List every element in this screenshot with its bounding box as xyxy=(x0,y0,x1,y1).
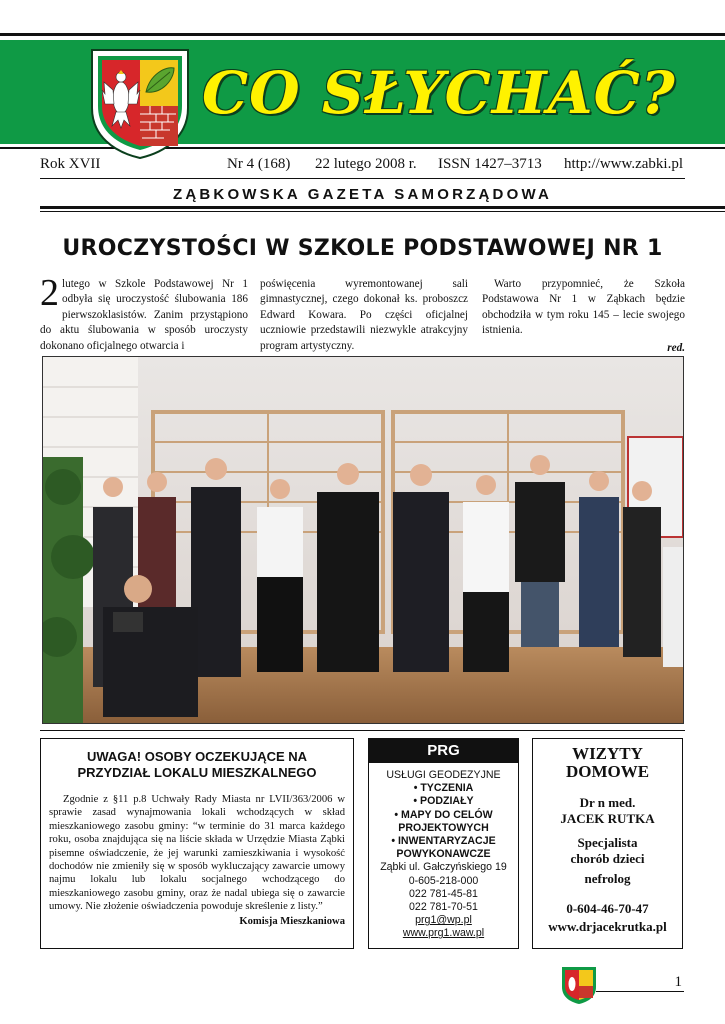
prg-intro: USŁUGI GEODEZYJNE xyxy=(386,769,501,781)
notice-signature: Komisja Mieszkaniowa xyxy=(239,915,345,927)
prg-advert-box xyxy=(368,738,519,949)
doctor-advert-box xyxy=(532,738,683,949)
prg-service: • INWENTARYZACJE xyxy=(391,835,496,848)
prg-service: • MAPY DO CELÓW xyxy=(394,808,493,821)
issue-date: 22 lutego 2008 r. xyxy=(315,156,417,172)
notice-title-line: UWAGA! OSOBY OCZEKUJĄCE NA xyxy=(86,749,308,764)
prg-email-link[interactable]: prg1@wp.pl xyxy=(415,914,472,927)
prg-service: PROJEKTOWYCH xyxy=(398,821,489,834)
article-column-2 xyxy=(260,277,468,354)
prg-phone: 022 781-70-51 xyxy=(409,901,478,914)
footer-crest-icon xyxy=(560,965,598,1005)
doctor-title-line: DOMOWE xyxy=(565,762,650,781)
doctor-specialty-line: Specjalista xyxy=(577,835,638,850)
issue-number: Nr 4 (168) xyxy=(227,156,291,172)
drop-cap: 2 xyxy=(40,272,59,314)
masthead-top-rule xyxy=(0,33,725,36)
doctor-title-line: WIZYTY xyxy=(572,744,643,763)
masthead-subtitle: ZĄBKOWSKA GAZETA SAMORZĄDOWA xyxy=(172,186,553,203)
article-text: Warto przypomnieć, że Szkoła Podstawowa Nr 1 w Ząbkach będzie obchodziła w tym roku 145 – lecie swojego istnienia. xyxy=(482,278,685,337)
year-label: Rok XVII xyxy=(40,156,101,172)
coat-of-arms-logo xyxy=(88,46,192,161)
website-link[interactable]: http://www.zabki.pl xyxy=(564,156,684,172)
page-number: 1 xyxy=(674,974,682,990)
article-text: poświęcenia wyremontowanej sali gimnastycznej, czego dokonał ks. proboszcz Edward Kowara. Po części oficjalnej uczniowie przedstawili niezwykle atrakcyjny program artystyczny. xyxy=(260,278,468,352)
divider xyxy=(40,211,725,212)
prg-phone: 0-605-218-000 xyxy=(408,874,479,887)
doctor-title xyxy=(533,745,682,781)
doctor-specialty xyxy=(533,835,682,887)
article-text: lutego w Szkole Podstawowej Nr 1 odbyła się uroczystość ślubowania 186 pierwszoklasistów. Zanim przystąpiono do aktu ślubowania w sposób uroczysty dokonano oficjalnego otwarcia i xyxy=(40,278,248,352)
divider xyxy=(40,730,685,731)
doctor-website-link[interactable]: www.drjacekrutka.pl xyxy=(548,919,667,934)
article-headline: UROCZYSTOŚCI W SZKOLE PODSTAWOWEJ NR 1 xyxy=(62,236,663,261)
doctor-name-line: Dr n med. xyxy=(579,795,636,810)
prg-website-link[interactable]: www.prg1.waw.pl xyxy=(402,927,485,940)
issn: ISSN 1427–3713 xyxy=(438,156,542,172)
doctor-name xyxy=(533,795,682,827)
prg-address: Ząbki ul. Gałczyńskiego 19 xyxy=(380,861,507,874)
doctor-name-line: JACEK RUTKA xyxy=(560,811,655,826)
notice-title xyxy=(49,749,345,781)
article-column-3 xyxy=(482,277,685,356)
ceremony-photo xyxy=(42,356,684,724)
prg-service: POWYKONAWCZE xyxy=(396,848,491,861)
prg-service: • TYCZENIA xyxy=(413,782,474,795)
notice-title-line: PRZYDZIAŁ LOKALU MIESZKALNEGO xyxy=(77,765,317,780)
article-column-1 xyxy=(40,272,248,354)
housing-notice-box xyxy=(40,738,354,949)
prg-phone: 022 781-45-81 xyxy=(409,887,478,900)
doctor-phone: 0-604-46-70-47 xyxy=(566,901,649,916)
prg-header: PRG xyxy=(369,739,518,763)
prg-body xyxy=(369,763,518,941)
notice-body: Zgodnie z §11 p.8 Uchwały Rady Miasta nr LVII/363/2006 w sprawie zasad wynajmowania lokali wchodzących w skład mieszkaniowego zasobu gminy: “w terminie do 31 marca każdego roku, osoba znajdująca się na liście składa w Urzędzie Miasta Ząbki pisemne oświadczenie, że jej warunki zamieszkiwania i wysokość dochodów nie zmieniły się w sposób wykluczający zawarcie umowy najmu lokalu lub lokalu socjalnego wchodzącego do mieszkaniowego zasobu gminy, oraz że nadal ubiega się o zawarcie umowy. Nie złożenie oświadczenia powoduje skreślenie z listy.” xyxy=(49,794,345,913)
article-signature: red. xyxy=(667,341,685,354)
issue-info-row xyxy=(40,156,685,176)
masthead-title: CO SŁYCHAĆ? xyxy=(202,59,676,127)
doctor-specialty-line: nefrolog xyxy=(584,871,631,886)
doctor-specialty-line: chorób dzieci xyxy=(570,851,645,866)
divider xyxy=(40,206,725,209)
prg-service: • PODZIAŁY xyxy=(413,795,474,808)
divider xyxy=(596,991,684,992)
divider xyxy=(40,178,685,179)
